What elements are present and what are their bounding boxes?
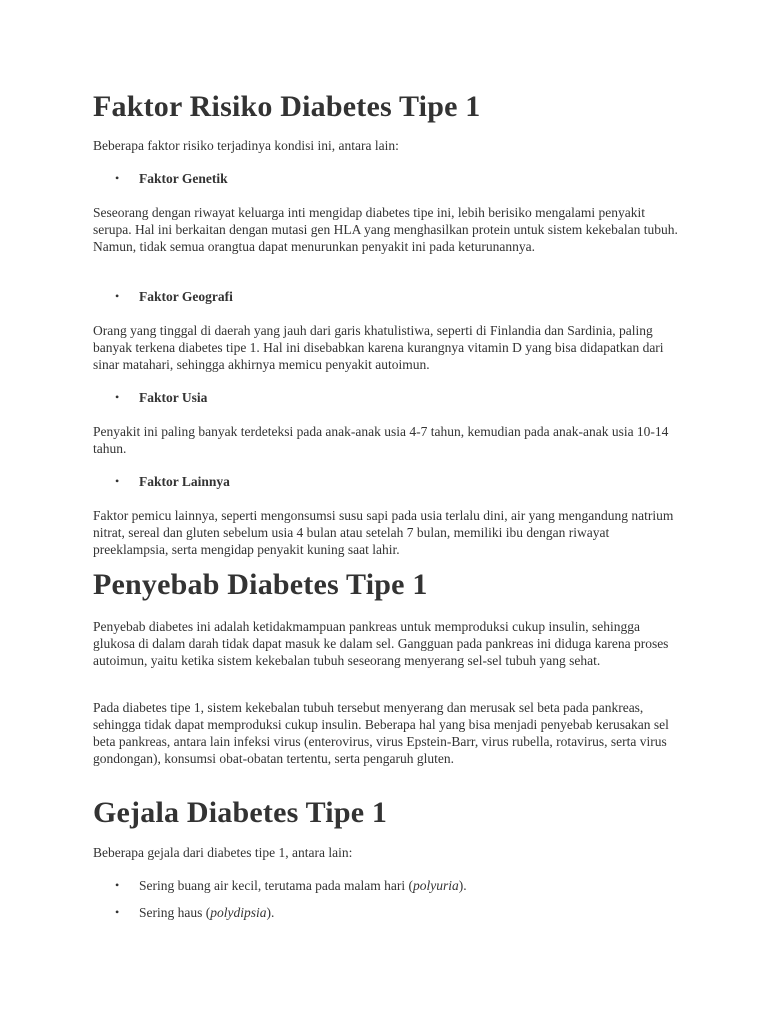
- symptom-text-end: ).: [458, 878, 467, 893]
- cause-paragraph: Pada diabetes tipe 1, sistem kekebalan tubuh tersebut menyerang dan merusak sel beta pada pankreas, sehingga tidak dapat memproduksi cukup insulin. Beberapa hal yang bisa menjadi penyebab kerusakan sel beta pankreas, antara lain infeksi virus (enterovirus, virus Epstein-Barr, virus rubella, rotavirus, serta virus gondongan), konsumsi obat-obatan tertentu, serta pengaruh gluten.: [93, 700, 669, 766]
- symptom-text: Sering buang air kecil, terutama pada malam hari (: [139, 878, 414, 893]
- list-item-symptom: [93, 904, 274, 921]
- list-item-factor-age: [93, 389, 207, 406]
- symptom-term: polydipsia: [210, 905, 267, 920]
- factor-other-text: Faktor pemicu lainnya, seperti mengonsumsi susu sapi pada usia terlalu dini, air yang mengandung natrium nitrat, sereal dan gluten sebelum usia 4 bulan atau setelah 7 bulan, memiliki ibu dengan riwayat preeklampsia, serta mengidap penyakit kuning saat lahir.: [93, 508, 674, 557]
- factor-label: Faktor Genetik: [139, 171, 228, 186]
- risk-intro-text: Beberapa faktor risiko terjadinya kondisi ini, antara lain:: [93, 138, 399, 153]
- factor-label: Faktor Lainnya: [139, 474, 230, 489]
- cause-paragraph: Penyebab diabetes ini adalah ketidakmampuan pankreas untuk memproduksi cukup insulin, sehingga glukosa di dalam darah tidak dapat masuk ke dalam sel. Gangguan pada pankreas ini diduga karena proses autoimun, yaitu ketika sistem kekebalan tubuh seseorang menyerang sel-sel tubuh yang sehat.: [93, 619, 669, 668]
- bullet-icon: •: [115, 905, 120, 919]
- bullet-icon: •: [115, 171, 120, 185]
- bullet-icon: •: [115, 390, 120, 404]
- symptom-term: polyuria: [413, 878, 459, 893]
- factor-genetic-text: Seseorang dengan riwayat keluarga inti mengidap diabetes tipe ini, lebih berisiko mengalami penyakit serupa. Hal ini berkaitan dengan mutasi gen HLA yang menghasilkan protein untuk sistem kekebalan tubuh. Namun, tidak semua orangtua dapat menurunkan penyakit ini pada keturunannya.: [93, 205, 678, 254]
- factor-label: Faktor Usia: [139, 390, 208, 405]
- factor-geography-text: Orang yang tinggal di daerah yang jauh dari garis khatulistiwa, seperti di Finlandia dan Sardinia, paling banyak terkena diabetes tipe 1. Hal ini disebabkan karena kurangnya vitamin D yang bisa didapatkan dari sinar matahari, sehingga akhirnya memicu penyakit autoimun.: [93, 323, 664, 372]
- bullet-icon: •: [115, 289, 120, 303]
- heading-symptoms: Gejala Diabetes Tipe 1: [93, 796, 388, 829]
- list-item-factor-other: [93, 473, 230, 490]
- bullet-icon: •: [115, 878, 120, 892]
- factor-label: Faktor Geografi: [139, 289, 233, 304]
- heading-causes: Penyebab Diabetes Tipe 1: [93, 568, 428, 601]
- factor-age-text: Penyakit ini paling banyak terdeteksi pada anak-anak usia 4-7 tahun, kemudian pada anak-anak usia 10-14 tahun.: [93, 424, 669, 456]
- list-item-symptom: [93, 877, 467, 894]
- symptom-intro-text: Beberapa gejala dari diabetes tipe 1, antara lain:: [93, 845, 353, 860]
- bullet-icon: •: [115, 474, 120, 488]
- list-item-factor-geography: [93, 288, 233, 305]
- symptom-text: Sering haus (: [139, 905, 211, 920]
- symptom-text-end: ).: [266, 905, 275, 920]
- heading-risk-factors: Faktor Risiko Diabetes Tipe 1: [93, 90, 481, 123]
- list-item-factor-genetic: [93, 170, 228, 187]
